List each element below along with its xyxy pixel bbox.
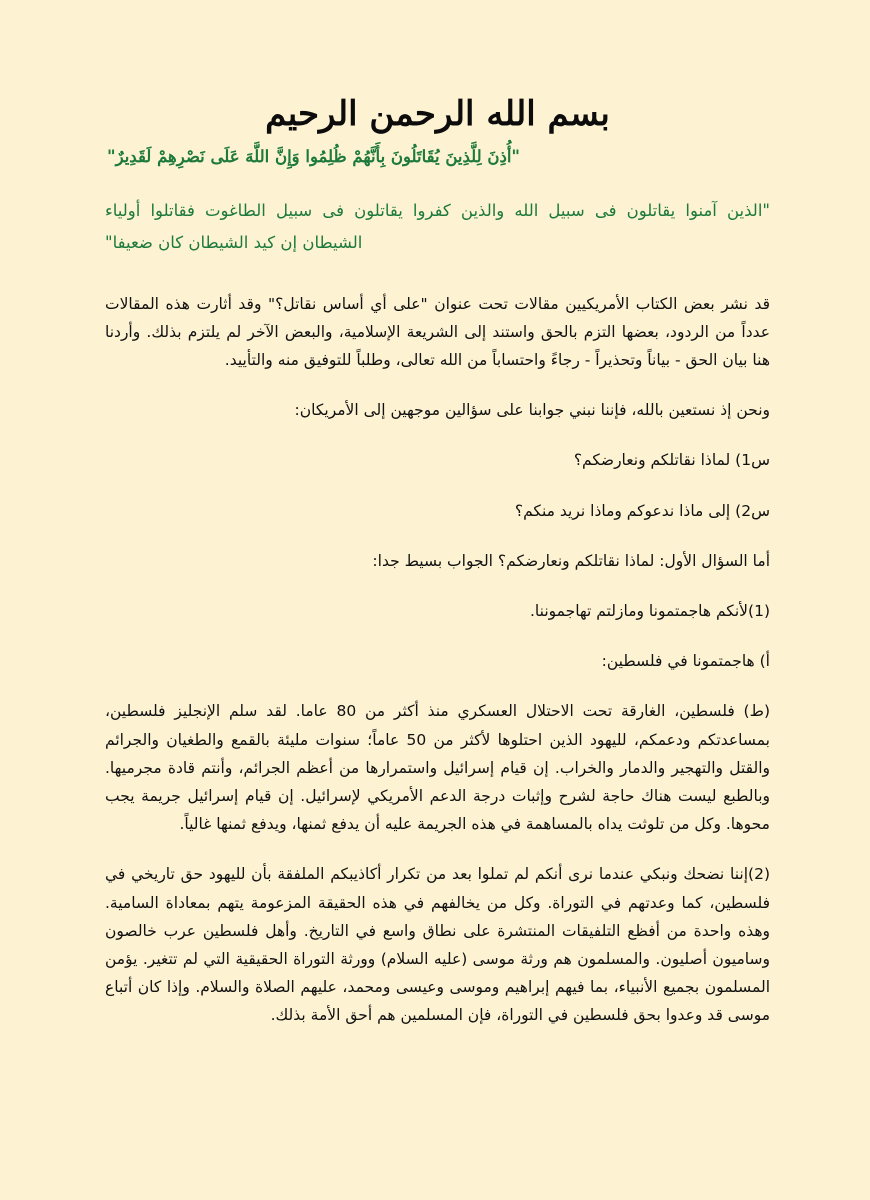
quran-verse-line: "أُذِنَ لِلَّذِينَ يُقَاتَلُونَ بِأَنَّهُمْ ظُلِمُوا وَإِنَّ اللَّهَ عَلَى نَصْرِهِمْ لَقَدِيرٌ" <box>107 146 521 166</box>
point-1: (1)لأنكم هاجمتمونا ومازلتم تهاجموننا. <box>530 602 770 621</box>
question-2: س2) إلى ماذا ندعوكم وماذا نريد منكم؟ <box>514 501 770 520</box>
second-verse-block <box>105 195 770 259</box>
question-1: س1) لماذا نقاتلكم ونعارضكم؟ <box>573 451 770 470</box>
paragraph-ta: (ط) فلسطين، الغارقة تحت الاحتلال العسكري منذ أكثر من 80 عاما. لقد سلم الإنجليز فلسطين، بمساعدتكم ودعمكم، لليهود الذين احتلوها لأكثر من 50 عاماً؛ سنوات مليئة بالقمع والطغيان والجرائم والقتل والتهجير والدمار والخراب. إن قيام إسرائيل واستمرارها من أعظم الجرائم، وأنتم قادة مجرميها. وبالطبع ليست هناك حاجة لشرح وإثبات درجة الدعم الأمريكي لإسرائيل. إن قيام إسرائيل جريمة يجب محوها. وكل من تلوثت يداه بالمساهمة في هذه الجريمة عليه أن يدفع ثمنها، ويدفع ثمنها غالياً. <box>105 702 770 834</box>
subpoint-a: أ) هاجمتمونا في فلسطين: <box>601 652 770 671</box>
answer-intro: أما السؤال الأول: لماذا نقاتلكم ونعارضكم؟ الجواب بسيط جدا: <box>372 551 770 570</box>
intro-paragraph: قد نشر بعض الكتاب الأمريكيين مقالات تحت عنوان "على أي أساس نقاتل؟" وقد أثارت هذه المقالات عدداً من الردود، بعضها التزم بالحق واستند إلى الشريعة الإسلامية، والبعض الآخر لم يلتزم بذلك. وأردنا هنا بيان الحق - بياناً وتحذيراً - رجاءً واحتساباً من الله تعالى، وطلباً للتوفيق منه والتأييد. <box>105 294 770 369</box>
paragraph-2: (2)إننا نضحك ونبكي عندما نرى أنكم لم تملوا بعد من تكرار أكاذيبكم الملفقة بأن لليهود حق تاريخي في فلسطين، كما وعدتهم في التوراة. وكل من يخالفهم في هذه الحقيقة المزعومة يتهم بمعاداة السامية. وهذه واحدة من أفظع التلفيقات المنتشرة على نطاق واسع في التاريخ. وأهل فلسطين عرب خالصون وساميون أصليون. والمسلمون هم ورثة موسى (عليه السلام) وورثة التوراة الحقيقية التي لم تتغير. يؤمن المسلمون بجميع الأنبياء، بما فيهم إبراهيم وموسى وعيسى ومحمد، عليهم الصلاة والسلام. وإذا كان أتباع موسى قد وعدوا بحق فلسطين في التوراة، فإن المسلمين هم أحق الأمة بذلك. <box>105 865 770 1025</box>
page-title: بسم الله الرحمن الرحيم <box>265 94 610 134</box>
document-content <box>105 0 770 1200</box>
preamble-line: ونحن إذ نستعين بالله، فإننا نبني جوابنا على سؤالين موجهين إلى الأمريكان: <box>294 401 770 420</box>
second-verse-line: "الذين آمنوا يقاتلون فى سبيل الله والذين كفروا يقاتلون فى سبيل الطاغوت فقاتلوا أولياء الشيطان إن كيد الشيطان كان ضعيفا" <box>105 201 770 253</box>
quran-verse-block <box>105 145 770 170</box>
